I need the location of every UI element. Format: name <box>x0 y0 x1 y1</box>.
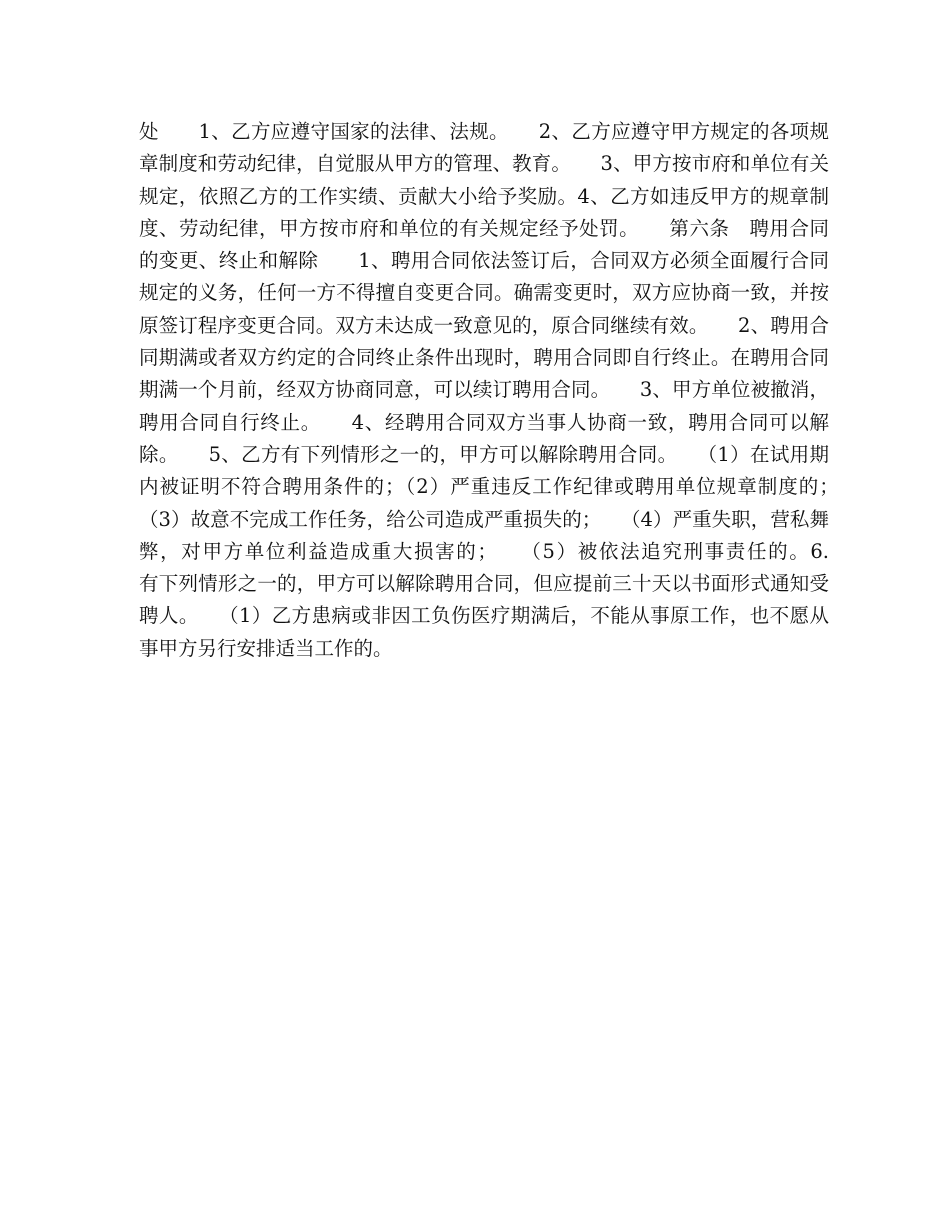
contract-body-text: 处 1、乙方应遵守国家的法律、法规。 2、乙方应遵守甲方规定的各项规章制度和劳动纪律，自觉服从甲方的管理、教育。 3、甲方按市府和单位有关规定，依照乙方的工作实绩、贡献大小给予奖励。4、乙方如违反甲方的规章制度、劳动纪律，甲方按市府和单位的有关规定经予处罚。 第六条 聘用合同的变更、终止和解除 1、聘用合同依法签订后，合同双方必须全面履行合同规定的义务，任何一方不得擅自变更合同。确需变更时，双方应协商一致，并按原签订程序变更合同。双方未达成一致意见的，原合同继续有效。 2、聘用合同期满或者双方约定的合同终止条件出现时，聘用合同即自行终止。在聘用合同期满一个月前，经双方协商同意，可以续订聘用合同。 3、甲方单位被撤消，聘用合同自行终止。 4、经聘用合同双方当事人协商一致，聘用合同可以解除。 5、乙方有下列情形之一的，甲方可以解除聘用合同。 （1）在试用期内被证明不符合聘用条件的；（2）严重违反工作纪律或聘用单位规章制度的； （3）故意不完成工作任务，给公司造成严重损失的； （4）严重失职，营私舞弊，对甲方单位利益造成重大损害的； （5）被依法追究刑事责任的。6. 有下列情形之一的，甲方可以解除聘用合同，但应提前三十天以书面形式通知受聘人。 （1）乙方患病或非因工负伤医疗期满后，不能从事原工作，也不愿从事甲方另行安排适当工作的。 <box>139 120 869 660</box>
